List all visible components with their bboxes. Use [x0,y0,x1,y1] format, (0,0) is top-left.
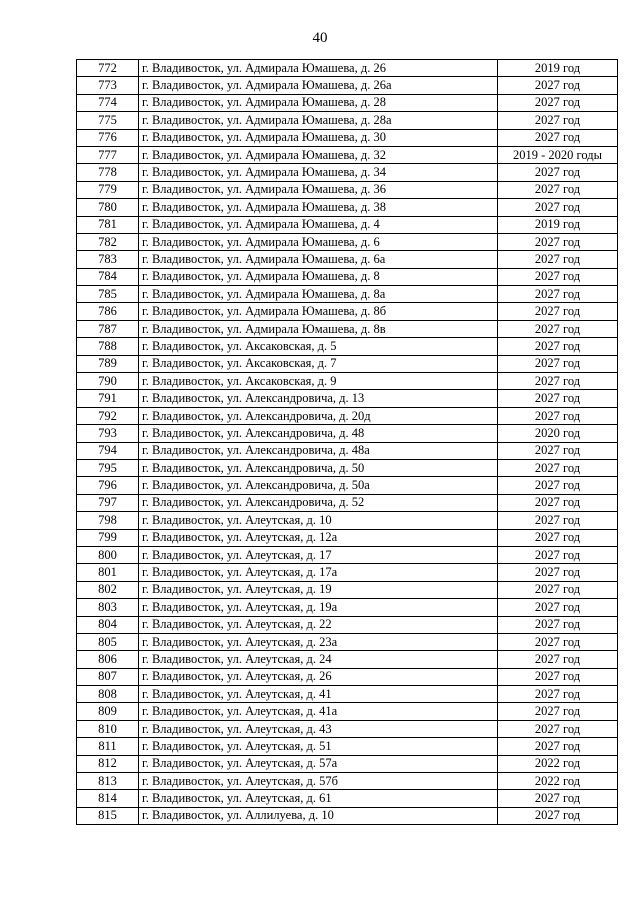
row-year: 2027 год [498,686,618,703]
row-address: г. Владивосток, ул. Алеутская, д. 19а [139,599,498,616]
row-address: г. Владивосток, ул. Адмирала Юмашева, д. 8б [139,303,498,320]
row-number: 813 [77,773,139,790]
row-address: г. Владивосток, ул. Алеутская, д. 12а [139,529,498,546]
row-address: г. Владивосток, ул. Адмирала Юмашева, д. 30 [139,129,498,146]
row-number: 805 [77,633,139,650]
table-row [77,494,618,511]
table-row [77,60,618,77]
table-row [77,129,618,146]
row-number: 789 [77,355,139,372]
row-number: 804 [77,616,139,633]
table-row [77,390,618,407]
row-year: 2027 год [498,459,618,476]
row-year: 2022 год [498,773,618,790]
row-address: г. Владивосток, ул. Алеутская, д. 10 [139,512,498,529]
row-address: г. Владивосток, ул. Адмирала Юмашева, д. 6 [139,233,498,250]
table-row [77,616,618,633]
table-row [77,320,618,337]
table-row [77,807,618,824]
row-number: 776 [77,129,139,146]
row-number: 794 [77,442,139,459]
row-address: г. Владивосток, ул. Алеутская, д. 19 [139,581,498,598]
row-year: 2027 год [498,251,618,268]
table-row [77,233,618,250]
row-year: 2019 - 2020 годы [498,146,618,163]
row-number: 806 [77,651,139,668]
row-year: 2019 год [498,60,618,77]
table-row [77,564,618,581]
row-number: 811 [77,738,139,755]
row-address: г. Владивосток, ул. Адмирала Юмашева, д. 26 [139,60,498,77]
row-number: 809 [77,703,139,720]
row-address: г. Владивосток, ул. Адмирала Юмашева, д. 8 [139,268,498,285]
row-address: г. Владивосток, ул. Адмирала Юмашева, д. 34 [139,164,498,181]
row-address: г. Владивосток, ул. Адмирала Юмашева, д. 38 [139,199,498,216]
row-number: 782 [77,233,139,250]
table-row [77,720,618,737]
row-year: 2027 год [498,112,618,129]
row-address: г. Владивосток, ул. Александровича, д. 48 [139,425,498,442]
row-address: г. Владивосток, ул. Алеутская, д. 41 [139,686,498,703]
table-row [77,755,618,772]
table-row [77,251,618,268]
table-row [77,529,618,546]
table-row [77,738,618,755]
row-year: 2027 год [498,512,618,529]
table-row [77,181,618,198]
row-year: 2027 год [498,355,618,372]
row-year: 2027 год [498,494,618,511]
row-address: г. Владивосток, ул. Адмирала Юмашева, д. 32 [139,146,498,163]
row-address: г. Владивосток, ул. Адмирала Юмашева, д. 28 [139,94,498,111]
table-row [77,425,618,442]
row-number: 775 [77,112,139,129]
row-year: 2027 год [498,338,618,355]
row-number: 779 [77,181,139,198]
row-year: 2027 год [498,651,618,668]
row-number: 801 [77,564,139,581]
row-address: г. Владивосток, ул. Адмирала Юмашева, д. 28а [139,112,498,129]
table-row [77,94,618,111]
row-number: 795 [77,459,139,476]
row-address: г. Владивосток, ул. Александровича, д. 50а [139,477,498,494]
row-year: 2027 год [498,233,618,250]
row-year: 2027 год [498,320,618,337]
row-year: 2027 год [498,390,618,407]
row-number: 778 [77,164,139,181]
row-year: 2027 год [498,407,618,424]
row-number: 812 [77,755,139,772]
row-address: г. Владивосток, ул. Алеутская, д. 23а [139,633,498,650]
row-year: 2027 год [498,790,618,807]
row-address: г. Владивосток, ул. Адмирала Юмашева, д. 6а [139,251,498,268]
row-address: г. Владивосток, ул. Алеутская, д. 57а [139,755,498,772]
row-number: 773 [77,77,139,94]
row-number: 786 [77,303,139,320]
row-year: 2027 год [498,164,618,181]
row-year: 2027 год [498,581,618,598]
row-number: 803 [77,599,139,616]
table-row [77,651,618,668]
row-year: 2027 год [498,720,618,737]
row-number: 783 [77,251,139,268]
building-registry-table [76,59,618,825]
row-address: г. Владивосток, ул. Аксаковская, д. 5 [139,338,498,355]
row-number: 791 [77,390,139,407]
row-year: 2027 год [498,442,618,459]
table-row [77,355,618,372]
table-row [77,599,618,616]
row-address: г. Владивосток, ул. Алеутская, д. 17а [139,564,498,581]
row-number: 780 [77,199,139,216]
table-row [77,373,618,390]
table-row [77,407,618,424]
row-year: 2027 год [498,303,618,320]
row-address: г. Владивосток, ул. Александровича, д. 20д [139,407,498,424]
row-number: 787 [77,320,139,337]
row-address: г. Владивосток, ул. Адмирала Юмашева, д. 8в [139,320,498,337]
row-address: г. Владивосток, ул. Аксаковская, д. 9 [139,373,498,390]
row-year: 2027 год [498,268,618,285]
table-row [77,459,618,476]
row-number: 807 [77,668,139,685]
row-number: 788 [77,338,139,355]
row-number: 772 [77,60,139,77]
table-row [77,773,618,790]
row-address: г. Владивосток, ул. Александровича, д. 52 [139,494,498,511]
row-year: 2027 год [498,199,618,216]
row-year: 2019 год [498,216,618,233]
row-address: г. Владивосток, ул. Алеутская, д. 61 [139,790,498,807]
row-number: 785 [77,286,139,303]
row-number: 777 [77,146,139,163]
table-row [77,442,618,459]
row-number: 814 [77,790,139,807]
row-number: 790 [77,373,139,390]
row-address: г. Владивосток, ул. Александровича, д. 13 [139,390,498,407]
table-row [77,633,618,650]
table-row [77,303,618,320]
row-year: 2027 год [498,129,618,146]
row-number: 810 [77,720,139,737]
row-address: г. Владивосток, ул. Алеутская, д. 43 [139,720,498,737]
table-row [77,199,618,216]
row-address: г. Владивосток, ул. Александровича, д. 50 [139,459,498,476]
table-body [77,60,618,825]
row-address: г. Владивосток, ул. Аллилуева, д. 10 [139,807,498,824]
row-address: г. Владивосток, ул. Алеутская, д. 57б [139,773,498,790]
row-address: г. Владивосток, ул. Адмирала Юмашева, д. 4 [139,216,498,233]
row-year: 2027 год [498,477,618,494]
row-address: г. Владивосток, ул. Александровича, д. 48а [139,442,498,459]
table-row [77,338,618,355]
row-number: 793 [77,425,139,442]
row-year: 2027 год [498,703,618,720]
table-row [77,286,618,303]
table-row [77,146,618,163]
row-year: 2022 год [498,755,618,772]
row-number: 774 [77,94,139,111]
table-row [77,546,618,563]
row-year: 2027 год [498,94,618,111]
row-year: 2027 год [498,616,618,633]
row-number: 800 [77,546,139,563]
row-year: 2027 год [498,373,618,390]
row-year: 2027 год [498,181,618,198]
table-row [77,112,618,129]
row-address: г. Владивосток, ул. Алеутская, д. 51 [139,738,498,755]
table-row [77,268,618,285]
row-number: 815 [77,807,139,824]
row-number: 797 [77,494,139,511]
row-number: 781 [77,216,139,233]
row-year: 2027 год [498,546,618,563]
row-year: 2027 год [498,564,618,581]
row-address: г. Владивосток, ул. Адмирала Юмашева, д. 36 [139,181,498,198]
table-row [77,477,618,494]
row-year: 2027 год [498,668,618,685]
table-row [77,668,618,685]
row-year: 2027 год [498,807,618,824]
row-address: г. Владивосток, ул. Алеутская, д. 26 [139,668,498,685]
row-address: г. Владивосток, ул. Алеутская, д. 41а [139,703,498,720]
row-year: 2027 год [498,286,618,303]
table-row [77,164,618,181]
table-row [77,686,618,703]
row-number: 792 [77,407,139,424]
row-number: 799 [77,529,139,546]
row-address: г. Владивосток, ул. Алеутская, д. 24 [139,651,498,668]
row-number: 784 [77,268,139,285]
table-row [77,790,618,807]
page-number: 40 [312,30,328,46]
row-number: 802 [77,581,139,598]
table-row [77,512,618,529]
row-year: 2027 год [498,738,618,755]
row-number: 798 [77,512,139,529]
row-address: г. Владивосток, ул. Аксаковская, д. 7 [139,355,498,372]
table-row [77,581,618,598]
table-row [77,216,618,233]
row-address: г. Владивосток, ул. Адмирала Юмашева, д. 8а [139,286,498,303]
row-number: 808 [77,686,139,703]
row-year: 2027 год [498,77,618,94]
table-row [77,703,618,720]
row-address: г. Владивосток, ул. Алеутская, д. 17 [139,546,498,563]
table-row [77,77,618,94]
row-year: 2020 год [498,425,618,442]
row-year: 2027 год [498,529,618,546]
row-address: г. Владивосток, ул. Алеутская, д. 22 [139,616,498,633]
row-address: г. Владивосток, ул. Адмирала Юмашева, д. 26а [139,77,498,94]
row-year: 2027 год [498,633,618,650]
row-year: 2027 год [498,599,618,616]
row-number: 796 [77,477,139,494]
